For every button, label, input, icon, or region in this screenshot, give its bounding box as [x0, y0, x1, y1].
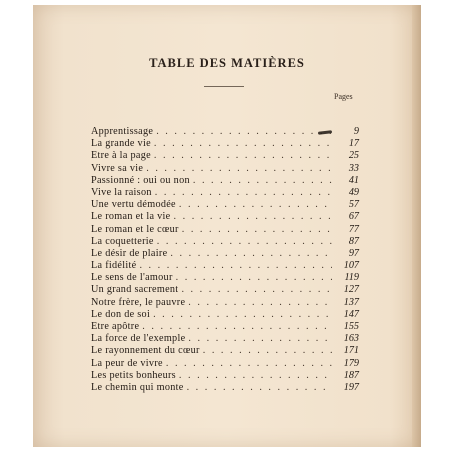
toc-entry-page-number: 155 — [343, 321, 359, 332]
toc-entry-page-number: 57 — [348, 199, 359, 211]
toc-entry-title: La force de l'exemple — [91, 333, 186, 345]
toc-entry[interactable] — [91, 175, 359, 187]
dot-leader — [176, 272, 332, 284]
toc-entry-page-number: 67 — [348, 211, 359, 223]
dot-leader — [156, 126, 332, 138]
toc-entry-title: Une vertu démodée — [91, 199, 176, 211]
toc-entry-page-number: 107 — [343, 260, 359, 272]
toc-entry[interactable] — [91, 272, 359, 284]
toc-entry[interactable] — [91, 284, 359, 296]
toc-entry[interactable] — [91, 187, 359, 199]
page-edge — [412, 5, 421, 447]
toc-entry-title: La coquetterie — [91, 235, 154, 247]
toc-entry[interactable] — [91, 358, 359, 370]
dot-leader — [179, 370, 332, 382]
toc-entry[interactable] — [91, 297, 359, 309]
toc-entry-page-number: 87 — [348, 235, 359, 247]
toc-entry-page-number: 77 — [348, 223, 359, 235]
toc-entry[interactable] — [91, 309, 359, 321]
dot-leader — [179, 199, 332, 211]
toc-entry-title: Apprentissage — [91, 126, 154, 137]
toc-entry-title: Le don de soi — [91, 308, 151, 320]
toc-entry-title: Le roman et le cœur — [91, 223, 179, 235]
dot-leader — [142, 321, 332, 333]
toc-entry-page-number: 33 — [348, 162, 359, 174]
toc-entry[interactable] — [91, 138, 359, 150]
toc-entry-title: Etre apôtre — [91, 321, 140, 332]
toc-entry[interactable] — [91, 260, 359, 272]
toc-entry[interactable] — [91, 150, 359, 162]
dot-leader — [139, 260, 332, 272]
pages-column-header: Pages — [334, 92, 353, 101]
toc-entry-title: La peur de vivre — [91, 357, 163, 369]
dot-leader — [153, 309, 332, 321]
dot-leader — [188, 333, 332, 345]
toc-entry-page-number: 187 — [343, 369, 359, 381]
dot-leader — [188, 297, 332, 309]
dot-leader — [154, 150, 332, 162]
page-title: TABLE DES MATIÈRES — [149, 56, 305, 70]
toc-entry-title: La grande vie — [91, 138, 151, 150]
dot-leader — [155, 187, 332, 199]
toc-entry-page-number: 97 — [348, 247, 359, 259]
toc-entry-page-number: 127 — [343, 284, 359, 296]
toc-entry-title: Le rayonnement du cœur — [91, 345, 200, 357]
toc-entry-title: Passionné : oui ou non — [91, 174, 190, 186]
dot-leader — [157, 236, 332, 248]
toc-entry-title: Etre à la page — [91, 150, 151, 162]
dot-leader — [146, 163, 332, 175]
toc-entry-page-number: 119 — [344, 272, 359, 284]
toc-entry[interactable] — [91, 382, 359, 394]
toc-entry-title: Vivre sa vie — [91, 162, 144, 174]
toc-entry-page-number: 171 — [343, 345, 359, 357]
dot-leader — [181, 284, 332, 296]
title-divider — [204, 86, 244, 87]
toc-entry-title: Le roman et la vie — [91, 211, 171, 223]
toc-entry-title: La fidélité — [91, 260, 137, 272]
toc-entry-page-number: 41 — [348, 174, 359, 186]
dot-leader — [187, 382, 332, 394]
toc-entry[interactable] — [91, 333, 359, 345]
toc-entry-title: Le chemin qui monte — [91, 381, 184, 393]
dot-leader — [203, 345, 332, 357]
dot-leader — [154, 138, 332, 150]
dot-leader — [170, 248, 332, 260]
toc-entry[interactable] — [91, 345, 359, 357]
toc-entry-page-number: 163 — [343, 333, 359, 345]
toc-entry-title: Le désir de plaire — [91, 247, 168, 259]
toc-entry[interactable] — [91, 163, 359, 175]
toc-entry[interactable] — [91, 248, 359, 260]
toc-entry-page-number: 179 — [343, 357, 359, 369]
toc-entry-page-number: 49 — [348, 186, 359, 198]
toc-entry[interactable] — [91, 236, 359, 248]
toc-entry-title: Les petits bonheurs — [91, 369, 176, 381]
toc-entry-page-number: 9 — [353, 126, 359, 137]
toc-entry-title: Un grand sacrement — [91, 284, 179, 296]
toc-entry-title: Vive la raison — [91, 186, 152, 198]
toc-entry-title: Notre frère, le pauvre — [91, 296, 186, 308]
toc-entry[interactable] — [91, 321, 359, 333]
toc-entry-title: Le sens de l'amour — [91, 272, 173, 284]
toc-entry-page-number: 137 — [343, 296, 359, 308]
toc-entry[interactable] — [91, 224, 359, 236]
table-of-contents — [91, 126, 359, 394]
toc-entry[interactable] — [91, 199, 359, 211]
toc-entry-page-number: 197 — [343, 381, 359, 393]
toc-entry[interactable] — [91, 370, 359, 382]
dot-leader — [193, 175, 332, 187]
toc-entry[interactable] — [91, 211, 359, 223]
dot-leader — [166, 358, 332, 370]
toc-entry-page-number: 25 — [348, 150, 359, 162]
toc-entry-page-number: 17 — [348, 138, 359, 150]
toc-entry-page-number: 147 — [343, 308, 359, 320]
dot-leader — [174, 211, 332, 223]
dot-leader — [182, 224, 332, 236]
